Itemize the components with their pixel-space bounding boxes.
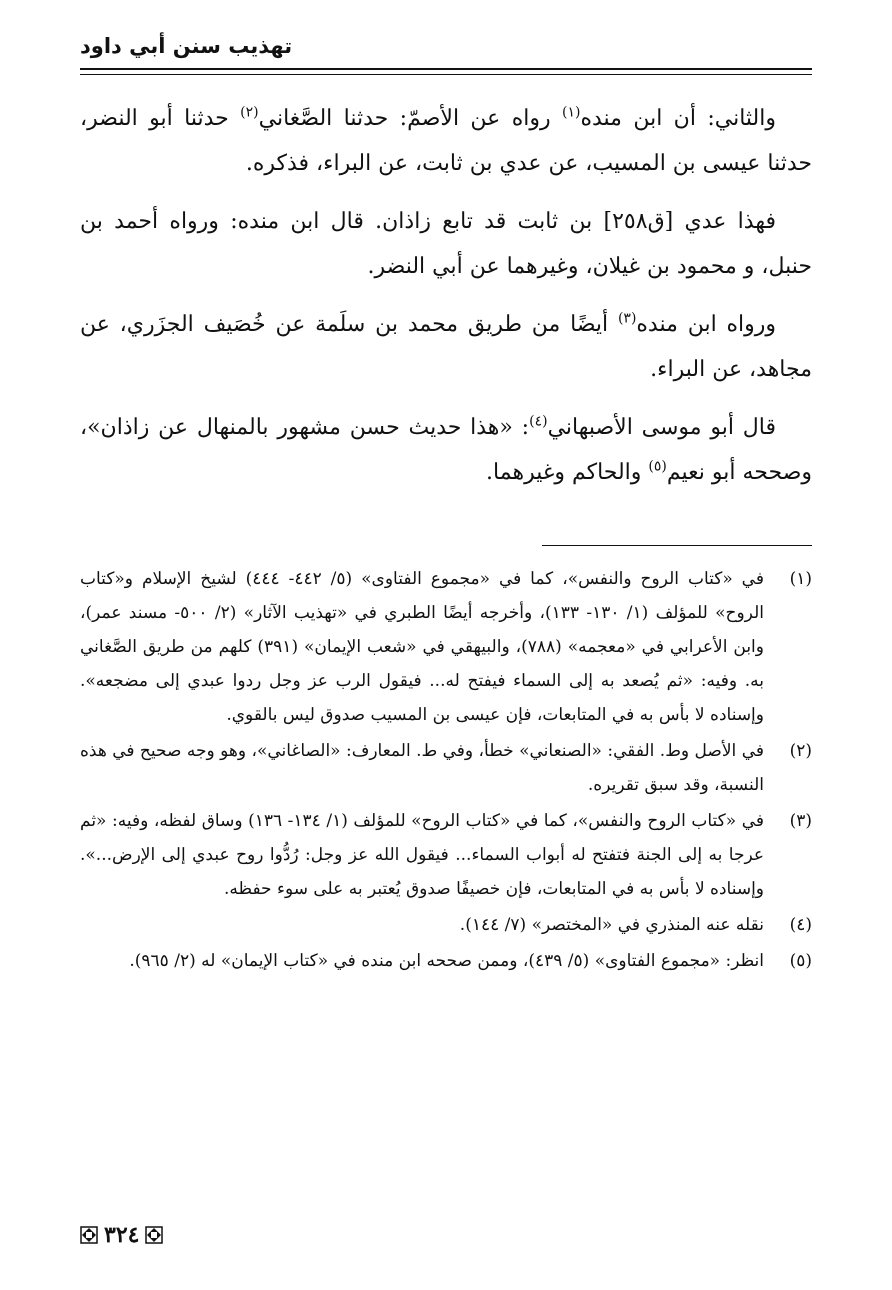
page-number-block: [80, 1222, 163, 1248]
paragraph-text: حدثنا أبو النضر، حدثنا عيسى بن المسيب، عن عدي بن ثابت، عن البراء، فذكره.: [80, 106, 812, 176]
header-rule: [80, 68, 812, 70]
paragraph-4: [80, 405, 812, 495]
footnote-separator: [542, 545, 812, 546]
footnote-1: [80, 562, 812, 732]
footnote-text: نقله عنه المنذري في «المختصر» (٧/ ١٤٤).: [459, 915, 764, 935]
footnote-text: في «كتاب الروح والنفس»، كما في «مجموع الفتاوى» (٥/ ٤٤٢- ٤٤٤) لشيخ الإسلام و«كتاب الروح» للمؤلف (١/ ١٣٠- ١٣٣)، وأخرجه أيضًا الطبري في «تهذيب الآثار» (٢/ ٥٠٠- مسند عمر)، وابن الأعرابي في «معجمه» (٧٨٨)، والبيهقي في «شعب الإيمان» (٣٩١) كلهم من طريق الصَّغاني به. وفيه: «ثم يُصعد به إلى السماء فيفتح له... فيقول الرب عز وجل ردوا عبدي إلى مضجعه». وإسناده لا بأس به في المتابعات، فإن عيسى بن المسيب صدوق ليس بالقوي.: [80, 569, 764, 725]
footnote-ref[interactable]: (٤): [529, 413, 548, 430]
paragraph-text: قال أبو موسى الأصبهاني: [547, 415, 776, 440]
paragraph-text: : «هذا حديث حسن مشهور بالمنهال عن زاذان»، وصححه أبو نعيم: [80, 415, 812, 485]
page-number: ٣٢٤: [104, 1222, 140, 1248]
main-text: [80, 96, 812, 508]
paragraph-text: ورواه ابن منده: [636, 312, 776, 337]
footnote-5: [80, 944, 812, 978]
paragraph-text: رواه عن الأصمّ: حدثنا الصَّغاني: [258, 106, 562, 131]
paragraph-text: أيضًا من طريق محمد بن سلَمة عن خُصَيف الجزَري، عن مجاهد، عن البراء.: [80, 312, 812, 382]
footnote-4: [80, 908, 812, 942]
footnote-3: [80, 804, 812, 906]
ornament-square-icon: [145, 1226, 163, 1244]
paragraph-text: والثاني: أن ابن منده: [580, 106, 776, 131]
footnote-ref[interactable]: (٢): [240, 104, 259, 121]
footnote-text: في «كتاب الروح والنفس»، كما في «كتاب الروح» للمؤلف (١/ ١٣٤- ١٣٦) وساق لفظه، وفيه: «ثم عرجا به إلى الجنة فتفتح له أبواب السماء... فيقول الله عز وجل: رُدُّوا روح عبدي إلى الإرض...». وإسناده لا بأس به في المتابعات، فإن خصيفًا صدوق يُعتبر به على سوء حفظه.: [80, 811, 765, 899]
footnotes: [80, 562, 812, 980]
footnote-number: (٤): [789, 915, 812, 935]
footnote-number: (٥): [789, 951, 812, 971]
paragraph-1: [80, 96, 812, 186]
paragraph-3: [80, 302, 812, 392]
running-header-title: تهذيب سنن أبي داود: [80, 34, 293, 58]
footnote-number: (٢): [789, 741, 812, 761]
header-rule-thin: [80, 74, 812, 75]
footnote-2: [80, 734, 812, 802]
footnote-ref[interactable]: (١): [561, 104, 581, 121]
footnote-ref[interactable]: (٥): [648, 458, 667, 475]
footnote-ref[interactable]: (٣): [617, 310, 637, 327]
footnote-text: انظر: «مجموع الفتاوى» (٥/ ٤٣٩)، وممن صححه ابن منده في «كتاب الإيمان» له (٢/ ٩٦٥).: [129, 951, 764, 971]
paragraph-text: والحاكم وغيرهما.: [486, 460, 649, 485]
ornament-square-icon: [80, 1226, 98, 1244]
footnote-number: (٣): [789, 811, 812, 831]
footnote-text: في الأصل وط. الفقي: «الصنعاني» خطأ، وفي ط. المعارف: «الصاغاني»، وهو وجه صحيح في هذه النسبة، وقد سبق تقريره.: [80, 741, 764, 795]
paragraph-2: فهذا عدي [ق٢٥٨] بن ثابت قد تابع زاذان. قال ابن منده: ورواه أحمد بن حنبل، و محمود بن غيلان، وغيرهما عن أبي النضر.: [80, 209, 812, 279]
footnote-number: (١): [789, 569, 812, 589]
